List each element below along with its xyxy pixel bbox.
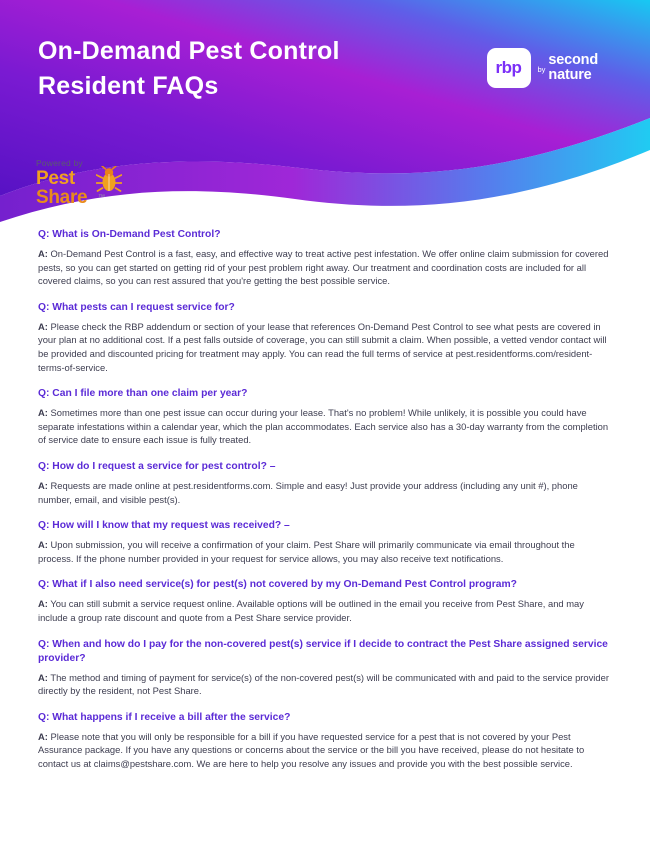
faq-answer bbox=[38, 479, 612, 506]
faq-answer bbox=[38, 406, 612, 447]
page-header bbox=[0, 0, 650, 225]
faq-answer bbox=[38, 597, 612, 624]
faq-item bbox=[38, 711, 612, 771]
header-title-block bbox=[38, 36, 340, 101]
faq-item bbox=[38, 460, 612, 506]
answer-prefix: A: bbox=[38, 671, 48, 683]
faq-question: Q: What pests can I request service for? bbox=[38, 301, 235, 313]
answer-text: Sometimes more than one pest issue can occur during your lease. That's no problem! While unlikely, it is possible you could have separate infestations within a calendar year, which the plan accommodates. Each service also has a 30-day warranty from the completion of service date to ensure each issue is fully treated. bbox=[38, 407, 609, 446]
answer-prefix: A: bbox=[38, 479, 48, 491]
faq-item bbox=[38, 519, 612, 565]
answer-text: Requests are made online at pest.residentforms.com. Simple and easy! Just provide your address (including any unit #), phone number, email, and visible pest(s). bbox=[38, 479, 578, 505]
answer-text: Please note that you will only be responsible for a bill if you have requested service for a pest that is not covered by your Pest Assurance package. If you have any questions or concerns about the service or the bill you have received, please do not hesitate to contact us at claims@pestshare.com. We are here to help you resolve any issues and provide you with the best possible service. bbox=[38, 730, 585, 769]
answer-prefix: A: bbox=[38, 248, 48, 259]
answer-prefix: A: bbox=[38, 320, 48, 332]
pest-share-logo bbox=[36, 158, 105, 208]
pest-share-word1: Pest bbox=[36, 168, 75, 189]
faq-question: Q: How will I know that my request was received? – bbox=[38, 520, 290, 532]
faq-question: Q: How do I request a service for pest control? – bbox=[38, 460, 276, 472]
answer-prefix: A: bbox=[38, 730, 48, 742]
second-nature-line1: second bbox=[548, 52, 598, 68]
answer-text: Upon submission, you will receive a confirmation of your claim. Pest Share will primarily communicate via email throughout the process. If the phone number provided in your request for service allows, you may also receive text notifications. bbox=[38, 539, 575, 564]
rbp-badge-icon bbox=[487, 48, 531, 88]
answer-prefix: A: bbox=[38, 407, 48, 419]
answer-text: You can still submit a service request online. Available options will be outlined in the email you receive from Pest Share, and may include a group rate discount and quote from a Pest Share service provider. bbox=[38, 598, 584, 623]
answer-text: The method and timing of payment for service(s) of the non-covered pest(s) will be communicated with and paid to the service provider directly by the resident, not Pest Share. bbox=[38, 671, 609, 697]
faq-item bbox=[38, 578, 612, 624]
logo-by-text: by bbox=[537, 65, 546, 74]
trademark-symbol: ™ bbox=[98, 194, 105, 201]
answer-prefix: A: bbox=[38, 539, 48, 551]
faq-question: Q: When and how do I pay for the non-covered pest(s) service if I decide to contract the Pest Share assigned service provider? bbox=[38, 638, 608, 664]
second-nature-line2: nature bbox=[548, 67, 592, 83]
rbp-second-nature-logo bbox=[487, 48, 599, 88]
faq-question: Q: What happens if I receive a bill after the service? bbox=[38, 711, 291, 723]
page-title-line2: Resident FAQs bbox=[38, 72, 219, 100]
second-nature-wordmark bbox=[548, 53, 598, 83]
bug-icon bbox=[96, 166, 122, 194]
faq-answer bbox=[38, 247, 612, 288]
faq-question: Q: Can I file more than one claim per year? bbox=[38, 388, 248, 400]
faq-list bbox=[0, 228, 650, 783]
rbp-badge-text: rbp bbox=[495, 58, 522, 77]
answer-text: On-Demand Pest Control is a fast, easy, and effective way to treat active pest infestation. We offer online claim submission for covered pests, so you can get started on getting rid of your pest problem right away. Our treatment and coordination costs are included for all covered claims, so you can rest assured that you're getting the best possible service. bbox=[38, 248, 609, 287]
faq-item bbox=[38, 638, 612, 698]
faq-answer bbox=[38, 538, 612, 565]
powered-by-label: Powered by bbox=[36, 158, 83, 168]
answer-text: Please check the RBP addendum or section of your lease that references On-Demand Pest Control to see what pests are covered in your plan at no additional cost. If a pest falls outside of coverage, you can still submit a claim. When possible, a vetted vendor contact will be provided and discounted pricing for treatment may apply. You can read the full terms of service at pest.residentforms.com/resident-terms-of-service. bbox=[38, 320, 607, 373]
faq-answer bbox=[38, 320, 612, 374]
faq-answer bbox=[38, 671, 612, 698]
answer-prefix: A: bbox=[38, 598, 48, 610]
faq-item bbox=[38, 387, 612, 447]
faq-item bbox=[38, 228, 612, 288]
faq-question: Q: What is On-Demand Pest Control? bbox=[38, 229, 221, 240]
pest-share-word2: Share bbox=[36, 187, 88, 208]
page-title-line1: On-Demand Pest Control bbox=[38, 37, 340, 65]
faq-item bbox=[38, 301, 612, 374]
faq-answer bbox=[38, 730, 612, 771]
faq-question: Q: What if I also need service(s) for pest(s) not covered by my On-Demand Pest Control program? bbox=[38, 579, 517, 591]
